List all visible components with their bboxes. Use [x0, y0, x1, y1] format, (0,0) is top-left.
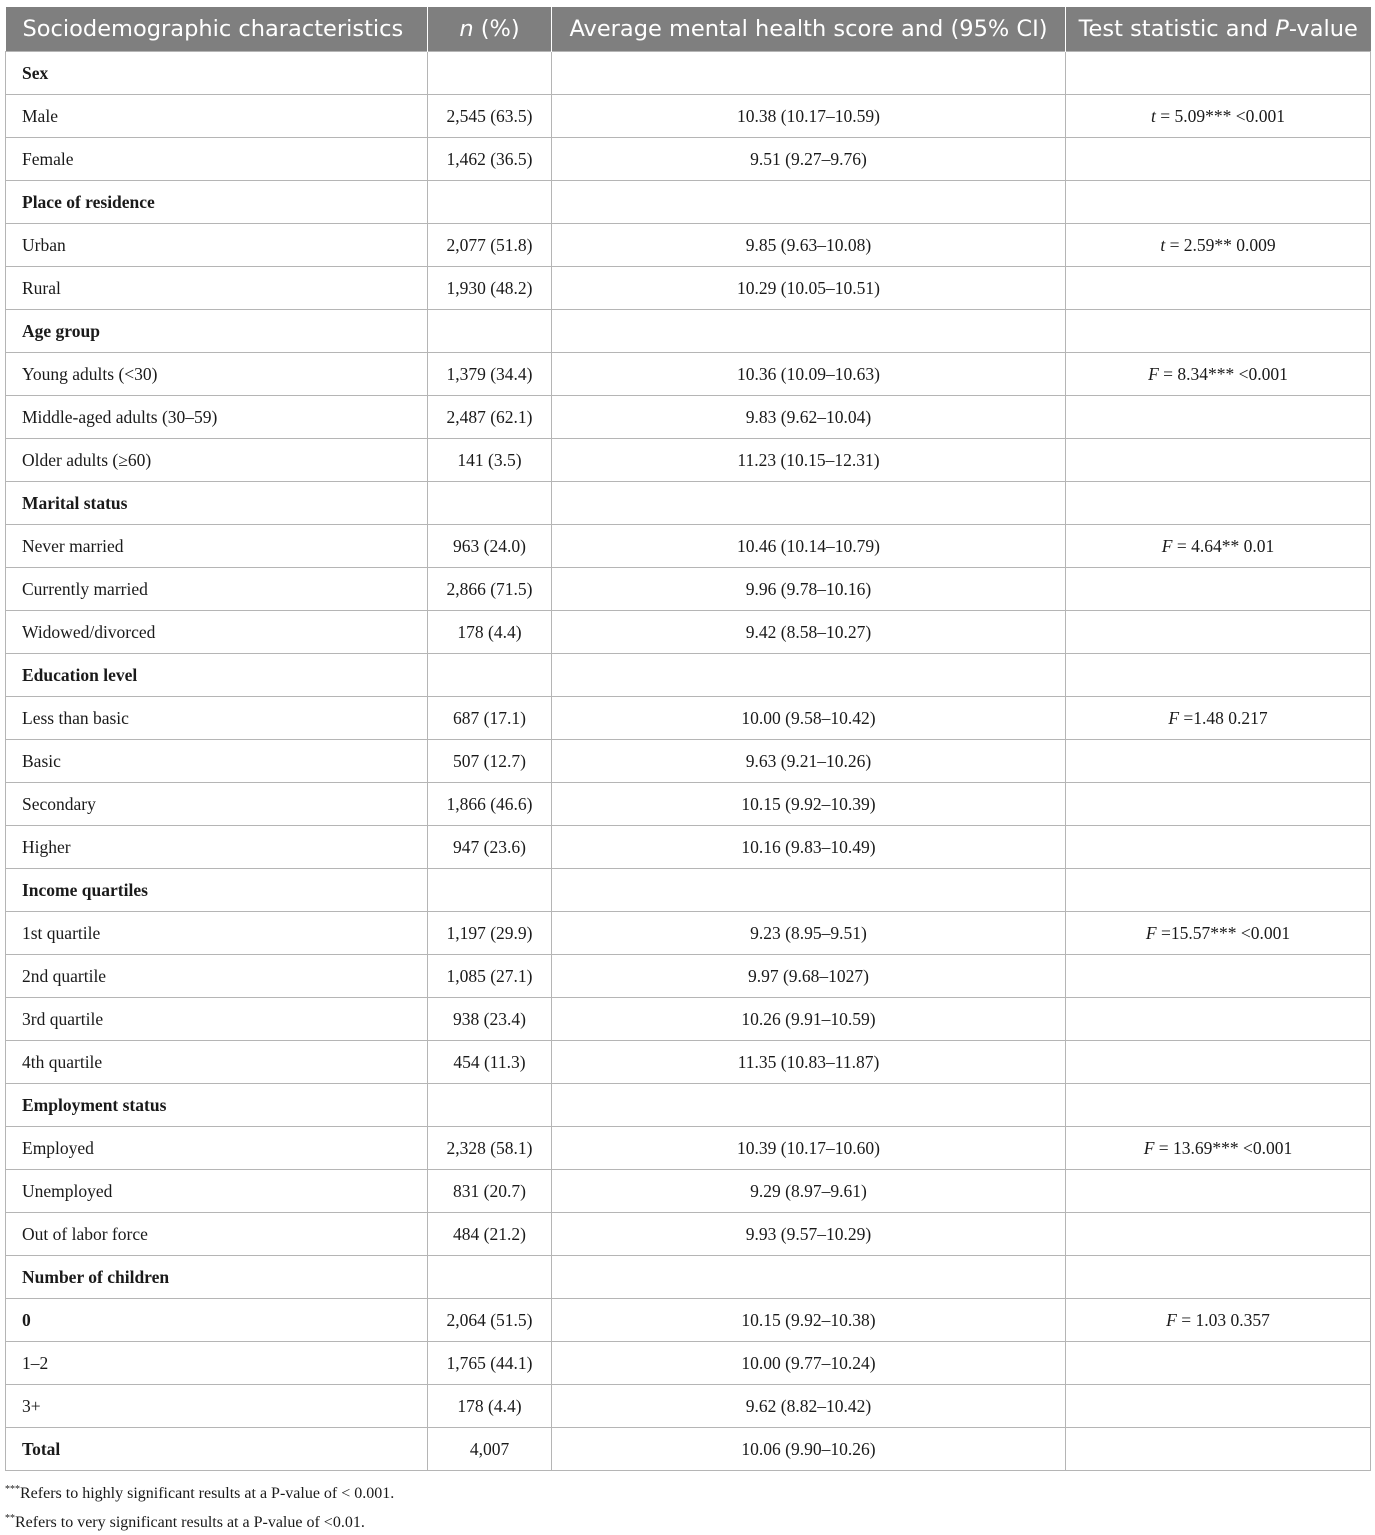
- table-row: [6, 353, 1371, 396]
- n-percent-cell: 2,866 (71.5): [428, 568, 552, 611]
- test-statistic-cell: [1066, 95, 1371, 138]
- test-statistic-cell: [1066, 525, 1371, 568]
- table-row: [6, 1299, 1371, 1342]
- table-row: [6, 1213, 1371, 1256]
- test-statistic-cell: [1066, 912, 1371, 955]
- results-table: [5, 7, 1371, 1471]
- n-percent-cell: 178 (4.4): [428, 1385, 552, 1428]
- table-footnotes: [5, 1478, 394, 1535]
- row-label: Employed: [6, 1127, 428, 1170]
- row-label: Female: [6, 138, 428, 181]
- stat-value: = 13.69*** <0.001: [1154, 1138, 1292, 1158]
- empty-cell: [1066, 52, 1371, 95]
- score-cell: 10.00 (9.58–10.42): [552, 697, 1066, 740]
- test-statistic-cell: [1066, 1127, 1371, 1170]
- empty-cell: [552, 869, 1066, 912]
- n-percent-cell: 4,007: [428, 1428, 552, 1471]
- test-statistic-cell: [1066, 1170, 1371, 1213]
- score-cell: 10.29 (10.05–10.51): [552, 267, 1066, 310]
- row-label: Older adults (≥60): [6, 439, 428, 482]
- footnote-text: Refers to highly significant results at a P-value of < 0.001.: [20, 1485, 394, 1502]
- row-label: Out of labor force: [6, 1213, 428, 1256]
- stat-value: = 4.64** 0.01: [1172, 536, 1274, 556]
- row-label: Rural: [6, 267, 428, 310]
- test-statistic-cell: [1066, 697, 1371, 740]
- empty-cell: [552, 310, 1066, 353]
- test-statistic-cell: [1066, 1041, 1371, 1084]
- footnote: [5, 1478, 394, 1507]
- empty-cell: [428, 1084, 552, 1127]
- empty-cell: [1066, 1084, 1371, 1127]
- row-label: 4th quartile: [6, 1041, 428, 1084]
- empty-cell: [428, 1256, 552, 1299]
- n-percent-cell: 2,077 (51.8): [428, 224, 552, 267]
- n-percent-cell: 1,462 (36.5): [428, 138, 552, 181]
- group-label: Employment status: [6, 1084, 428, 1127]
- empty-cell: [1066, 654, 1371, 697]
- test-statistic-cell: [1066, 783, 1371, 826]
- header-test-statistic: [1066, 7, 1371, 52]
- header-percent-text: (%): [474, 16, 520, 42]
- table-row: [6, 1342, 1371, 1385]
- row-label: Middle-aged adults (30–59): [6, 396, 428, 439]
- header-row: [6, 7, 1371, 52]
- empty-cell: [552, 1084, 1066, 1127]
- score-cell: 10.39 (10.17–10.60): [552, 1127, 1066, 1170]
- score-cell: 10.46 (10.14–10.79): [552, 525, 1066, 568]
- table-row: [6, 568, 1371, 611]
- test-statistic-cell: [1066, 1342, 1371, 1385]
- n-percent-cell: 2,487 (62.1): [428, 396, 552, 439]
- table-row: [6, 396, 1371, 439]
- score-cell: 9.96 (9.78–10.16): [552, 568, 1066, 611]
- row-label: 0: [6, 1299, 428, 1342]
- test-statistic-cell: [1066, 138, 1371, 181]
- row-label: Currently married: [6, 568, 428, 611]
- n-percent-cell: 831 (20.7): [428, 1170, 552, 1213]
- header-test-pre: Test statistic and: [1079, 16, 1276, 42]
- group-label: Number of children: [6, 1256, 428, 1299]
- n-percent-cell: 141 (3.5): [428, 439, 552, 482]
- stat-value: = 1.03 0.357: [1177, 1310, 1270, 1330]
- score-cell: 9.93 (9.57–10.29): [552, 1213, 1066, 1256]
- group-label: Place of residence: [6, 181, 428, 224]
- group-label: Sex: [6, 52, 428, 95]
- footnote-mark: ***: [5, 1484, 20, 1495]
- table-row: [6, 1170, 1371, 1213]
- n-percent-cell: 687 (17.1): [428, 697, 552, 740]
- group-label: Age group: [6, 310, 428, 353]
- table-row: [6, 783, 1371, 826]
- score-cell: 9.97 (9.68–1027): [552, 955, 1066, 998]
- score-cell: 9.51 (9.27–9.76): [552, 138, 1066, 181]
- row-label: 1st quartile: [6, 912, 428, 955]
- row-label: Total: [6, 1428, 428, 1471]
- score-cell: 9.63 (9.21–10.26): [552, 740, 1066, 783]
- n-percent-cell: 938 (23.4): [428, 998, 552, 1041]
- score-cell: 9.42 (8.58–10.27): [552, 611, 1066, 654]
- group-header-row: [6, 181, 1371, 224]
- row-label: Higher: [6, 826, 428, 869]
- n-percent-cell: 963 (24.0): [428, 525, 552, 568]
- table-row: [6, 1041, 1371, 1084]
- score-cell: 10.26 (9.91–10.59): [552, 998, 1066, 1041]
- group-header-row: [6, 654, 1371, 697]
- stat-value: = 8.34*** <0.001: [1159, 364, 1288, 384]
- empty-cell: [552, 654, 1066, 697]
- empty-cell: [428, 52, 552, 95]
- empty-cell: [1066, 482, 1371, 525]
- n-percent-cell: 1,085 (27.1): [428, 955, 552, 998]
- empty-cell: [428, 482, 552, 525]
- table-body: [6, 52, 1371, 1471]
- row-label: 2nd quartile: [6, 955, 428, 998]
- header-n-percent: [428, 7, 552, 52]
- empty-cell: [1066, 869, 1371, 912]
- row-label: Urban: [6, 224, 428, 267]
- test-statistic-cell: [1066, 224, 1371, 267]
- group-label: Marital status: [6, 482, 428, 525]
- score-cell: 10.06 (9.90–10.26): [552, 1428, 1066, 1471]
- n-percent-cell: 484 (21.2): [428, 1213, 552, 1256]
- group-header-row: [6, 1084, 1371, 1127]
- score-cell: 10.16 (9.83–10.49): [552, 826, 1066, 869]
- header-p-symbol: P: [1275, 16, 1289, 42]
- row-label: Male: [6, 95, 428, 138]
- score-cell: 9.62 (8.82–10.42): [552, 1385, 1066, 1428]
- results-table-container: [5, 7, 1370, 1471]
- empty-cell: [552, 1256, 1066, 1299]
- empty-cell: [552, 52, 1066, 95]
- score-cell: 9.29 (8.97–9.61): [552, 1170, 1066, 1213]
- table-row: [6, 267, 1371, 310]
- stat-symbol: F: [1146, 923, 1157, 943]
- table-row: [6, 826, 1371, 869]
- score-cell: 10.38 (10.17–10.59): [552, 95, 1066, 138]
- table-row: [6, 955, 1371, 998]
- empty-cell: [1066, 310, 1371, 353]
- test-statistic-cell: [1066, 955, 1371, 998]
- test-statistic-cell: [1066, 611, 1371, 654]
- empty-cell: [1066, 181, 1371, 224]
- n-percent-cell: 178 (4.4): [428, 611, 552, 654]
- stat-symbol: F: [1162, 536, 1173, 556]
- score-cell: 11.35 (10.83–11.87): [552, 1041, 1066, 1084]
- stat-value: = 5.09*** <0.001: [1156, 106, 1285, 126]
- test-statistic-cell: [1066, 826, 1371, 869]
- stat-value: =1.48 0.217: [1179, 708, 1268, 728]
- empty-cell: [552, 482, 1066, 525]
- table-row: [6, 224, 1371, 267]
- n-percent-cell: 2,328 (58.1): [428, 1127, 552, 1170]
- n-percent-cell: 1,765 (44.1): [428, 1342, 552, 1385]
- test-statistic-cell: [1066, 740, 1371, 783]
- footnote-text: Refers to very significant results at a P-value of <0.01.: [15, 1514, 365, 1531]
- table-row: [6, 740, 1371, 783]
- score-cell: 9.85 (9.63–10.08): [552, 224, 1066, 267]
- group-header-row: [6, 1256, 1371, 1299]
- table-row: [6, 998, 1371, 1041]
- row-label: 3+: [6, 1385, 428, 1428]
- empty-cell: [428, 181, 552, 224]
- table-row: [6, 912, 1371, 955]
- score-cell: 10.15 (9.92–10.39): [552, 783, 1066, 826]
- stat-value: = 2.59** 0.009: [1165, 235, 1276, 255]
- n-percent-cell: 454 (11.3): [428, 1041, 552, 1084]
- row-label: Widowed/divorced: [6, 611, 428, 654]
- row-label: Unemployed: [6, 1170, 428, 1213]
- stat-symbol: F: [1166, 1310, 1177, 1330]
- group-header-row: [6, 52, 1371, 95]
- header-characteristics: Sociodemographic characteristics: [6, 7, 428, 52]
- table-row: [6, 1127, 1371, 1170]
- stat-symbol: t: [1160, 235, 1165, 255]
- row-label: Less than basic: [6, 697, 428, 740]
- table-row: [6, 525, 1371, 568]
- test-statistic-cell: [1066, 1428, 1371, 1471]
- score-cell: 11.23 (10.15–12.31): [552, 439, 1066, 482]
- row-label: 3rd quartile: [6, 998, 428, 1041]
- empty-cell: [428, 310, 552, 353]
- test-statistic-cell: [1066, 353, 1371, 396]
- row-label: 1–2: [6, 1342, 428, 1385]
- n-percent-cell: 1,930 (48.2): [428, 267, 552, 310]
- n-percent-cell: 947 (23.6): [428, 826, 552, 869]
- test-statistic-cell: [1066, 439, 1371, 482]
- footnote-mark: **: [5, 1513, 15, 1524]
- score-cell: 10.15 (9.92–10.38): [552, 1299, 1066, 1342]
- header-average-score: Average mental health score and (95% CI): [552, 7, 1066, 52]
- test-statistic-cell: [1066, 1299, 1371, 1342]
- group-header-row: [6, 482, 1371, 525]
- group-label: Income quartiles: [6, 869, 428, 912]
- empty-cell: [428, 869, 552, 912]
- table-row: [6, 697, 1371, 740]
- stat-symbol: t: [1151, 106, 1156, 126]
- n-percent-cell: 2,064 (51.5): [428, 1299, 552, 1342]
- n-percent-cell: 507 (12.7): [428, 740, 552, 783]
- table-row: [6, 95, 1371, 138]
- score-cell: 10.00 (9.77–10.24): [552, 1342, 1066, 1385]
- group-header-row: [6, 310, 1371, 353]
- test-statistic-cell: [1066, 267, 1371, 310]
- n-percent-cell: 1,197 (29.9): [428, 912, 552, 955]
- test-statistic-cell: [1066, 568, 1371, 611]
- score-cell: 9.23 (8.95–9.51): [552, 912, 1066, 955]
- test-statistic-cell: [1066, 396, 1371, 439]
- table-row: [6, 439, 1371, 482]
- footnote: [5, 1507, 394, 1535]
- row-label: Secondary: [6, 783, 428, 826]
- stat-symbol: F: [1168, 708, 1179, 728]
- header-n-symbol: n: [459, 16, 473, 42]
- stat-symbol: F: [1148, 364, 1159, 384]
- row-label: Never married: [6, 525, 428, 568]
- group-label: Education level: [6, 654, 428, 697]
- table-row: [6, 1385, 1371, 1428]
- test-statistic-cell: [1066, 1213, 1371, 1256]
- empty-cell: [1066, 1256, 1371, 1299]
- test-statistic-cell: [1066, 998, 1371, 1041]
- table-row: [6, 611, 1371, 654]
- n-percent-cell: 2,545 (63.5): [428, 95, 552, 138]
- row-label: Young adults (<30): [6, 353, 428, 396]
- score-cell: 10.36 (10.09–10.63): [552, 353, 1066, 396]
- empty-cell: [552, 181, 1066, 224]
- n-percent-cell: 1,866 (46.6): [428, 783, 552, 826]
- test-statistic-cell: [1066, 1385, 1371, 1428]
- score-cell: 9.83 (9.62–10.04): [552, 396, 1066, 439]
- stat-value: =15.57*** <0.001: [1157, 923, 1291, 943]
- table-row: [6, 1428, 1371, 1471]
- empty-cell: [428, 654, 552, 697]
- header-test-post: -value: [1289, 16, 1358, 42]
- n-percent-cell: 1,379 (34.4): [428, 353, 552, 396]
- row-label: Basic: [6, 740, 428, 783]
- group-header-row: [6, 869, 1371, 912]
- table-row: [6, 138, 1371, 181]
- stat-symbol: F: [1144, 1138, 1155, 1158]
- table-header: [6, 7, 1371, 52]
